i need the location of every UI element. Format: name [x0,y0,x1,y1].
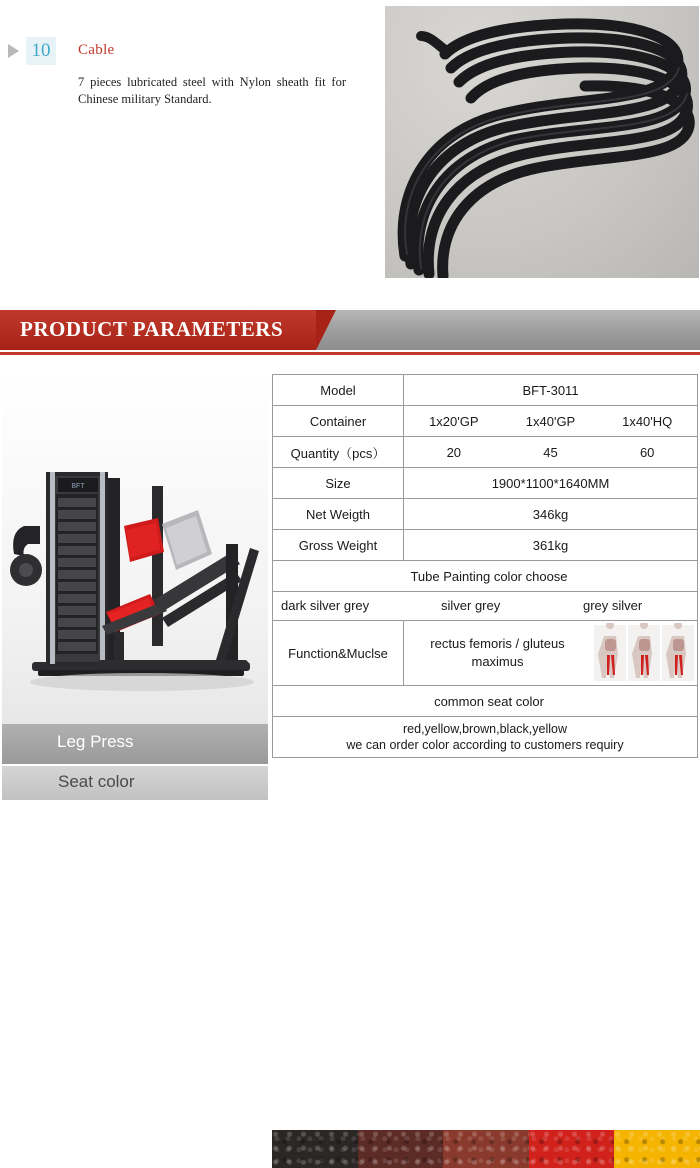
seat-color-label: Seat color [58,772,135,791]
container-20gp: 1x20'GP [429,413,479,429]
swatch-texture [614,1130,700,1168]
table-row [273,499,698,530]
cable-illustration [385,6,699,278]
spec-label-model: Model [273,375,404,406]
swatch-texture [529,1130,615,1168]
swatch-dark-brown[interactable] [358,1130,444,1168]
swatch-black[interactable] [272,1130,358,1168]
seat-color-note-line1: red,yellow,brown,black,yellow [403,722,567,736]
spec-value-model: BFT-3011 [404,375,698,406]
bullet-arrow-icon [8,44,19,58]
spec-value-container [404,406,698,437]
paint-section-title: Tube Painting color choose [273,561,698,592]
swatch-texture [358,1130,444,1168]
paint-option-silver-grey: silver grey [441,598,501,613]
table-row [273,686,698,717]
seat-color-swatches [272,1130,700,1168]
product-parameters-area [0,368,700,800]
swatch-texture [272,1130,358,1168]
table-row [273,561,698,592]
swatch-brown-red[interactable] [443,1130,529,1168]
spec-value-net-weight: 346kg [404,499,698,530]
quantity-40gp: 45 [543,444,558,460]
table-row [273,468,698,499]
spec-table [272,374,698,758]
product-image [2,374,268,726]
table-row [273,717,698,758]
swatch-red[interactable] [529,1130,615,1168]
seat-color-bar [2,766,268,800]
spec-label-function: Function&Muclse [273,621,404,686]
table-row [273,621,698,686]
section-header [0,310,700,356]
spec-label-container: Container [273,406,404,437]
spec-label-gross-weight: Gross Weight [273,530,404,561]
table-row [273,375,698,406]
seat-color-note-cell [273,717,698,758]
section-title: PRODUCT PARAMETERS [20,317,284,341]
spec-value-gross-weight: 361kg [404,530,698,561]
feature-number-badge: 10 [26,37,56,65]
section-header-underline [0,352,700,355]
spec-value-size: 1900*1100*1640MM [404,468,698,499]
table-row [273,406,698,437]
quantity-40hq: 60 [639,444,655,460]
feature-description: 7 pieces lubricated steel with Nylon sheath fit for Chinese military Standard. [78,75,346,106]
muscle-anatomy-icon [592,623,696,683]
feature-title: Cable [78,42,115,58]
paint-options-cell [273,592,698,621]
muscle-figures [591,621,697,685]
common-seat-color-label: common seat color [273,686,698,717]
spec-label-size: Size [273,468,404,499]
product-name-label: Leg Press [57,732,134,751]
seat-color-note-line2: we can order color according to customers requiry [346,738,624,752]
paint-option-dark-silver-grey: dark silver grey [281,598,370,613]
spec-label-net-weight: Net Weigth [273,499,404,530]
container-40gp: 1x40'GP [525,413,576,429]
paint-option-grey-silver: grey silver [583,598,643,613]
cable-photo [385,6,699,278]
table-row [273,592,698,621]
spec-label-quantity: Quantity（pcs） [273,437,404,468]
product-name-bar [2,724,268,764]
leg-press-machine-illustration [2,374,268,726]
container-40hq: 1x40'HQ [622,413,673,429]
feature-block [0,0,700,300]
swatch-texture [443,1130,529,1168]
spec-value-function: rectus femoris / gluteus maximus [430,636,565,669]
spec-value-quantity [404,437,698,468]
table-row [273,437,698,468]
svg-text:BFT: BFT [71,483,85,490]
spec-value-function-cell [404,621,698,686]
swatch-yellow[interactable] [614,1130,700,1168]
quantity-20gp: 20 [446,444,462,460]
table-row [273,530,698,561]
